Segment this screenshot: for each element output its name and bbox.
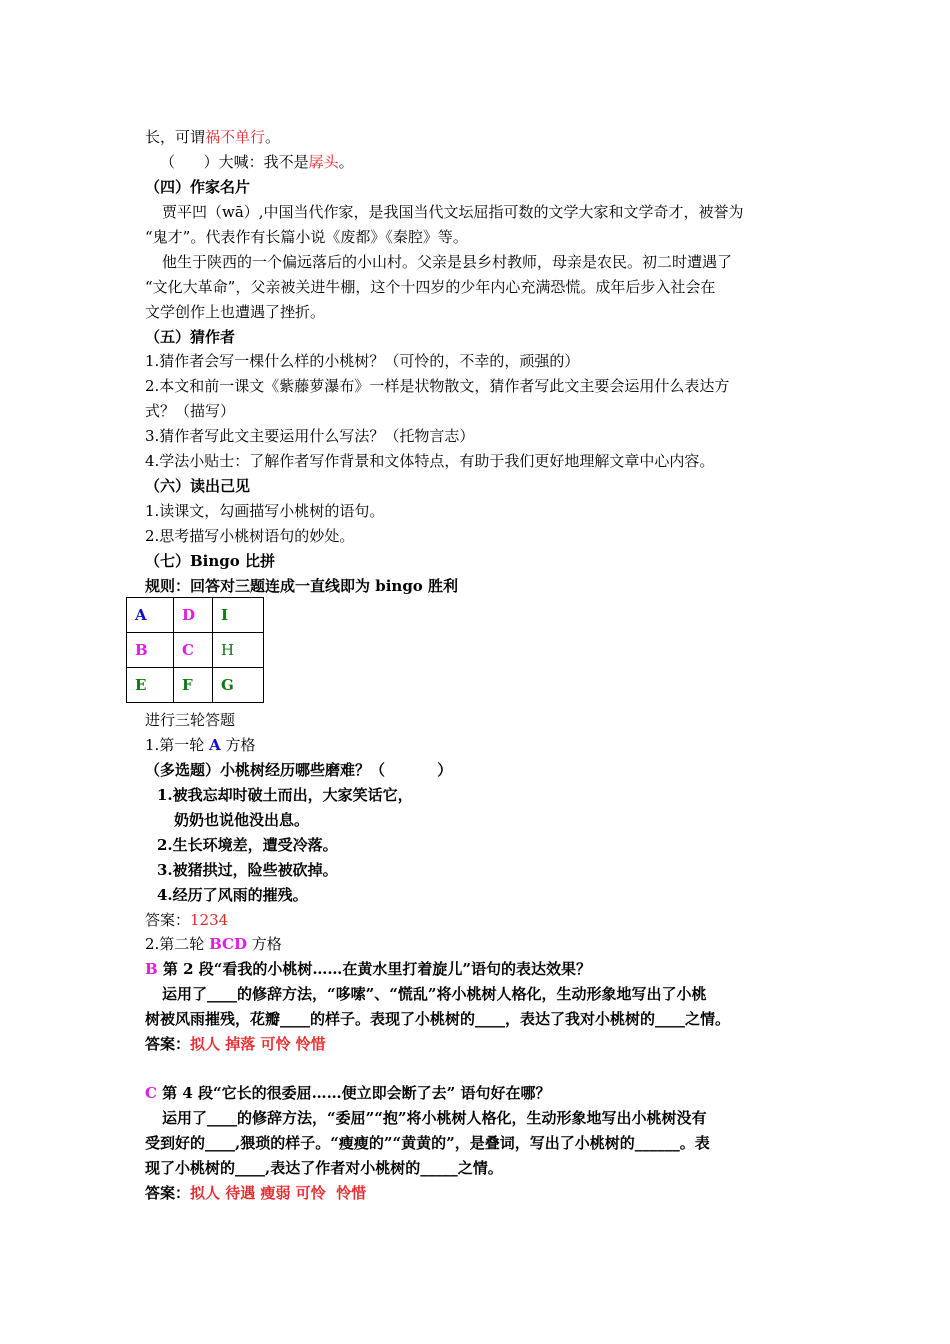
bingo-cell-h: H bbox=[213, 633, 264, 668]
option-1: 奶奶也说他没出息。 bbox=[174, 811, 310, 829]
answer-label: 答案： bbox=[145, 911, 191, 929]
question-c-body: 现了小桃树的____,表达了作者对小桃树的_____之情。 bbox=[145, 1159, 503, 1177]
question-b-body: 运用了____的修辞方法，“哆嗦”、“慌乱”将小桃树人格化，生动形象地写出了小桃 bbox=[162, 985, 707, 1003]
answer-label: 答案： bbox=[145, 1184, 191, 1202]
question-text: 第 2 段“看我的小桃树……在黄水里打着旋儿”语句的表达效果？ bbox=[157, 960, 592, 978]
round-2-heading bbox=[145, 934, 282, 954]
bingo-grid bbox=[126, 597, 264, 703]
round-cell-letter: A bbox=[209, 736, 221, 754]
bingo-cell-b: B bbox=[127, 633, 174, 668]
bingo-cell-a: A bbox=[127, 598, 174, 633]
bingo-row bbox=[127, 633, 264, 668]
answer-value: 1234 bbox=[190, 911, 229, 929]
bingo-cell-g: G bbox=[213, 668, 264, 703]
question-b bbox=[145, 959, 591, 979]
question-c bbox=[145, 1083, 551, 1103]
bingo-cell-c: C bbox=[174, 633, 213, 668]
guess-question: 2.本文和前一课文《紫藤萝瀑布》一样是状物散文，猜作者写此文主要会运用什么表达方 bbox=[145, 377, 730, 395]
bingo-rule: 规则：回答对三题连成一直线即为 bingo 胜利 bbox=[145, 577, 459, 595]
section-4-heading: （四）作家名片 bbox=[145, 178, 251, 196]
question-c-answer bbox=[145, 1183, 366, 1203]
author-paragraph-2: 文学创作上也遭遇了挫折。 bbox=[145, 303, 326, 321]
question-text: 第 4 段“它长的很委屈……便立即会断了去” 语句好在哪？ bbox=[156, 1084, 551, 1102]
round-1-heading bbox=[145, 735, 256, 755]
answer-value: 拟人 掉落 可怜 怜惜 bbox=[190, 1035, 326, 1053]
intro-text: （ ）大喊：我不是 bbox=[160, 153, 309, 171]
guess-question: 3.猜作者写此文主要运用什么写法？（托物言志） bbox=[145, 427, 475, 445]
bingo-row bbox=[127, 668, 264, 703]
answer-value: 拟人 待遇 瘦弱 可怜 怜惜 bbox=[190, 1184, 367, 1202]
highlight-word: 孱头 bbox=[308, 153, 339, 171]
answer-label: 答案： bbox=[145, 1035, 191, 1053]
bingo-row bbox=[127, 598, 264, 633]
round-label: 2.第二轮 bbox=[145, 935, 210, 953]
intro-line-1 bbox=[145, 127, 280, 147]
round-label: 1.第一轮 bbox=[145, 736, 210, 754]
question-letter: C bbox=[145, 1084, 157, 1102]
author-paragraph-1: 贾平凹（wā）,中国当代作家，是我国当代文坛屈指可数的文学大家和文学奇才，被誉为 bbox=[162, 203, 744, 221]
author-paragraph-2: 他生于陕西的一个偏远落后的小山村。父亲是县乡村教师，母亲是农民。初二时遭遇了 bbox=[162, 253, 733, 271]
question-letter: B bbox=[145, 960, 158, 978]
option-2: 2.生长环境差，遭受冷落。 bbox=[157, 836, 338, 854]
bingo-cell-i: I bbox=[213, 598, 264, 633]
guess-question: 式？（描写） bbox=[145, 402, 236, 420]
section-7-heading: （七）Bingo 比拼 bbox=[145, 552, 275, 570]
bingo-cell-d: D bbox=[174, 598, 213, 633]
option-3: 3.被猪拱过，险些被砍掉。 bbox=[157, 861, 338, 879]
intro-text: 长，可谓 bbox=[145, 128, 206, 146]
round-1-question: （多选题）小桃树经历哪些磨难？（ ） bbox=[145, 761, 453, 779]
author-paragraph-1: “鬼才”。代表作有长篇小说《废都》《秦腔》等。 bbox=[145, 228, 468, 246]
guess-question: 1.猜作者会写一棵什么样的小桃树？（可怜的，不幸的，顽强的） bbox=[145, 352, 580, 370]
question-c-body: 运用了____的修辞方法，“委屈”“抱”将小桃树人格化，生动形象地写出小桃树没有 bbox=[162, 1109, 707, 1127]
intro-line-2 bbox=[160, 152, 354, 172]
round-label: 方格 bbox=[220, 736, 256, 754]
section-5-heading: （五）猜作者 bbox=[145, 328, 236, 346]
intro-text: 。 bbox=[265, 128, 281, 146]
round-label: 方格 bbox=[247, 935, 282, 953]
option-4: 4.经历了风雨的摧残。 bbox=[157, 886, 308, 904]
reading-task: 1.读课文，勾画描写小桃树的语句。 bbox=[145, 502, 385, 520]
intro-text: 。 bbox=[338, 153, 354, 171]
question-b-body: 树被风雨摧残，花瓣____的样子。表现了小桃树的____，表达了我对小桃树的____之情。 bbox=[145, 1010, 731, 1028]
reading-task: 2.思考描写小桃树语句的妙处。 bbox=[145, 527, 355, 545]
question-c-body: 受到好的____,猥琐的样子。“瘦瘦的”“黄黄的”，是叠词，写出了小桃树的______。表 bbox=[145, 1134, 710, 1152]
option-1: 1.被我忘却时破土而出，大家笑话它， bbox=[157, 786, 413, 804]
bingo-cell-e: E bbox=[127, 668, 174, 703]
question-b-answer bbox=[145, 1034, 326, 1054]
study-tip: 4.学法小贴士：了解作者写作背景和文体特点，有助于我们更好地理解文章中心内容。 bbox=[145, 452, 715, 470]
author-paragraph-2: “文化大革命”，父亲被关进牛棚，这个十四岁的少年内心充满恐慌。成年后步入社会在 bbox=[145, 278, 716, 296]
bingo-cell-f: F bbox=[174, 668, 213, 703]
round-1-answer bbox=[145, 910, 228, 930]
highlight-idiom: 祸不单行 bbox=[205, 128, 266, 146]
round-cell-letters: BCD bbox=[209, 935, 247, 953]
section-6-heading: （六）读出己见 bbox=[145, 477, 251, 495]
rounds-intro: 进行三轮答题 bbox=[145, 711, 236, 729]
